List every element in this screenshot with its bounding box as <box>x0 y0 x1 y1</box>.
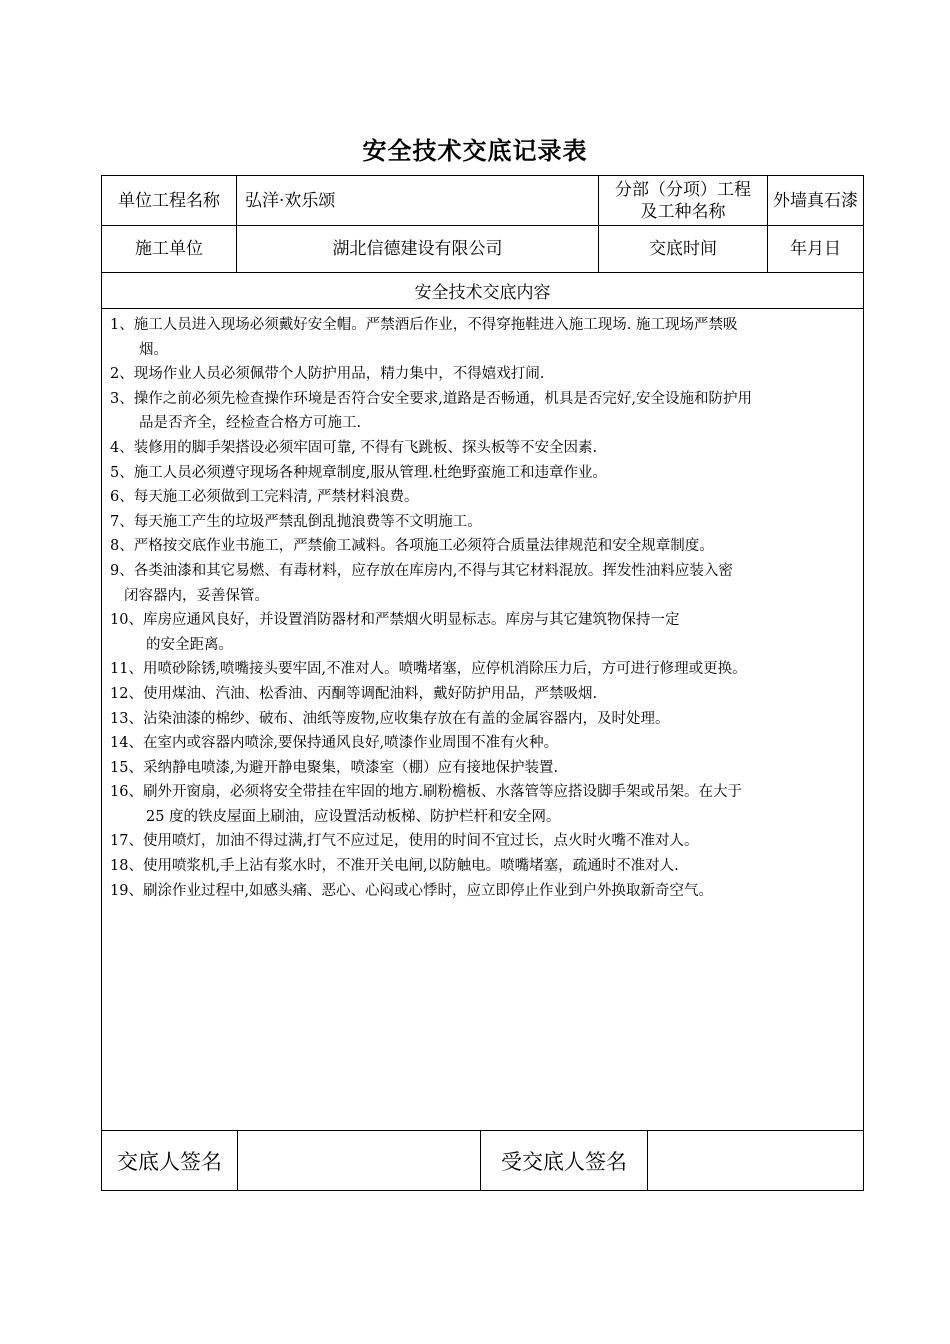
item-text: 采纳静电喷漆,为避开静电聚集，喷漆室（棚）应有接地保护装置. <box>142 759 559 776</box>
item-text: 在室内或容器内喷涂,要保持通风良好,喷漆作业周围不准有火种。 <box>142 735 559 752</box>
unit-project-value: 弘洋·欢乐颂 <box>237 176 599 225</box>
item-text: 施工人员进入现场必须戴好安全帽。严禁酒后作业，不得穿拖鞋进入施工现场. 施工现场严禁吸 <box>133 317 738 333</box>
item-number: 1、 <box>110 317 134 333</box>
list-item <box>110 682 857 707</box>
header-row-2 <box>102 226 863 273</box>
subproject-label: 分部（分项）工程及工种名称 <box>599 176 768 225</box>
item-number: 19、 <box>110 882 143 899</box>
construction-unit-value: 湖北信德建设有限公司 <box>237 226 599 272</box>
list-item <box>110 829 857 854</box>
item-text-continued: 烟。 <box>139 341 168 358</box>
item-number: 13、 <box>110 710 143 727</box>
list-item <box>110 707 857 732</box>
list-item <box>110 387 857 436</box>
list-item <box>110 461 857 486</box>
item-text: 现场作业人员必须佩带个人防护用品，精力集中，不得嬉戏打闹. <box>133 366 545 383</box>
section-title-row <box>102 273 863 309</box>
item-text: 用喷砂除锈,喷嘴接头要牢固,不准对人。喷嘴堵塞，应停机消除压力后，方可进行修理或更换。 <box>142 661 747 678</box>
receiver-signature[interactable] <box>648 1131 863 1190</box>
item-number: 7、 <box>110 513 134 530</box>
receiver-label: 受交底人签名 <box>481 1131 648 1190</box>
item-text: 刷外开窗扇，必须将安全带挂在牢固的地方.刷粉檐板、水落管等应搭设脚手架或吊架。在大于 <box>142 784 743 801</box>
item-text-continued: 闭容器内，妥善保管。 <box>124 587 269 604</box>
item-text: 施工人员必须遵守现场各种规章制度,服从管理.杜绝野蛮施工和违章作业。 <box>133 464 607 481</box>
list-item <box>110 756 857 781</box>
item-text: 刷涂作业过程中,如感头痛、恶心、心闷或心悸时，应立即停止作业到户外换取新奇空气。 <box>142 882 714 899</box>
list-item <box>110 313 857 362</box>
item-text: 每天施工产生的垃圾严禁乱倒乱抛浪费等不文明施工。 <box>133 513 482 530</box>
item-number: 10、 <box>110 612 143 629</box>
item-text: 库房应通风良好，并设置消防器材和严禁烟火明显标志。库房与其它建筑物保持一定 <box>142 612 680 629</box>
section-title: 安全技术交底内容 <box>414 283 551 303</box>
header-row-1 <box>102 176 863 226</box>
item-number: 6、 <box>110 489 134 506</box>
item-number: 18、 <box>110 858 143 875</box>
item-number: 14、 <box>110 735 143 752</box>
list-item <box>110 780 857 829</box>
safety-briefing-table <box>101 175 864 1191</box>
item-text: 操作之前必须先检查操作环境是否符合安全要求,道路是否畅通，机具是否完好,安全设施和防护用 <box>133 390 752 407</box>
subproject-value: 外墙真石漆 <box>773 190 858 211</box>
list-item <box>110 510 857 535</box>
item-number: 15、 <box>110 759 143 776</box>
item-text: 使用煤油、汽油、松香油、丙酮等调配油料，戴好防护用品，严禁吸烟. <box>142 685 598 702</box>
item-number: 16、 <box>110 784 143 801</box>
list-item <box>110 559 857 608</box>
item-text-continued: 的安全距离。 <box>146 636 233 653</box>
item-text: 各类油漆和其它易燃、有毒材料，应存放在库房内,不得与其它材料混放。挥发性油料应装入密 <box>133 562 733 579</box>
item-text: 使用喷灯，加油不得过满,打气不应过足，使用的时间不宜过长，点火时火嘴不准对人。 <box>142 833 699 850</box>
item-text: 每天施工必须做到工完料清, 严禁材料浪费。 <box>133 489 419 506</box>
item-text: 严格按交底作业书施工，严禁偷工减料。各项施工必须符合质量法律规范和安全规章制度。 <box>133 538 714 555</box>
item-number: 12、 <box>110 685 143 702</box>
item-number: 3、 <box>110 390 134 407</box>
list-item <box>110 534 857 559</box>
signature-row <box>102 1131 863 1190</box>
item-number: 17、 <box>110 833 143 850</box>
item-text-continued: 品是否齐全，经检查合格方可施工. <box>139 415 362 432</box>
page-title: 安全技术交底记录表 <box>362 136 588 165</box>
list-item <box>110 854 857 879</box>
handover-person-label: 交底人签名 <box>102 1131 238 1190</box>
item-text-continued: 25 度的铁皮屋面上刷油，应设置活动板梯、防护栏杆和安全网。 <box>146 808 561 825</box>
list-item <box>110 608 857 657</box>
handover-person-signature[interactable] <box>238 1131 481 1190</box>
item-number: 4、 <box>110 439 134 456</box>
list-item <box>110 362 857 387</box>
list-item <box>110 436 857 461</box>
item-number: 9、 <box>110 562 134 579</box>
list-item <box>110 731 857 756</box>
item-number: 2、 <box>110 366 134 383</box>
construction-unit-label: 施工单位 <box>102 226 237 272</box>
item-number: 5、 <box>110 464 134 481</box>
list-item <box>110 879 857 904</box>
handover-time-value: 年月日 <box>790 239 841 259</box>
content-list <box>102 309 863 1131</box>
item-text: 沾染油漆的棉纱、破布、油纸等废物,应收集存放在有盖的金属容器内，及时处理。 <box>142 710 670 727</box>
list-item <box>110 657 857 682</box>
item-number: 8、 <box>110 538 134 555</box>
item-text: 装修用的脚手架搭设必须牢固可靠, 不得有飞跳板、探头板等不安全因素. <box>133 439 598 456</box>
unit-project-label: 单位工程名称 <box>102 176 237 225</box>
handover-time-label: 交底时间 <box>599 226 768 272</box>
item-number: 11、 <box>110 661 143 678</box>
list-item <box>110 485 857 510</box>
item-text: 使用喷浆机,手上沾有浆水时，不准开关电闸,以防触电。喷嘴堵塞，疏通时不准对人. <box>142 858 679 875</box>
